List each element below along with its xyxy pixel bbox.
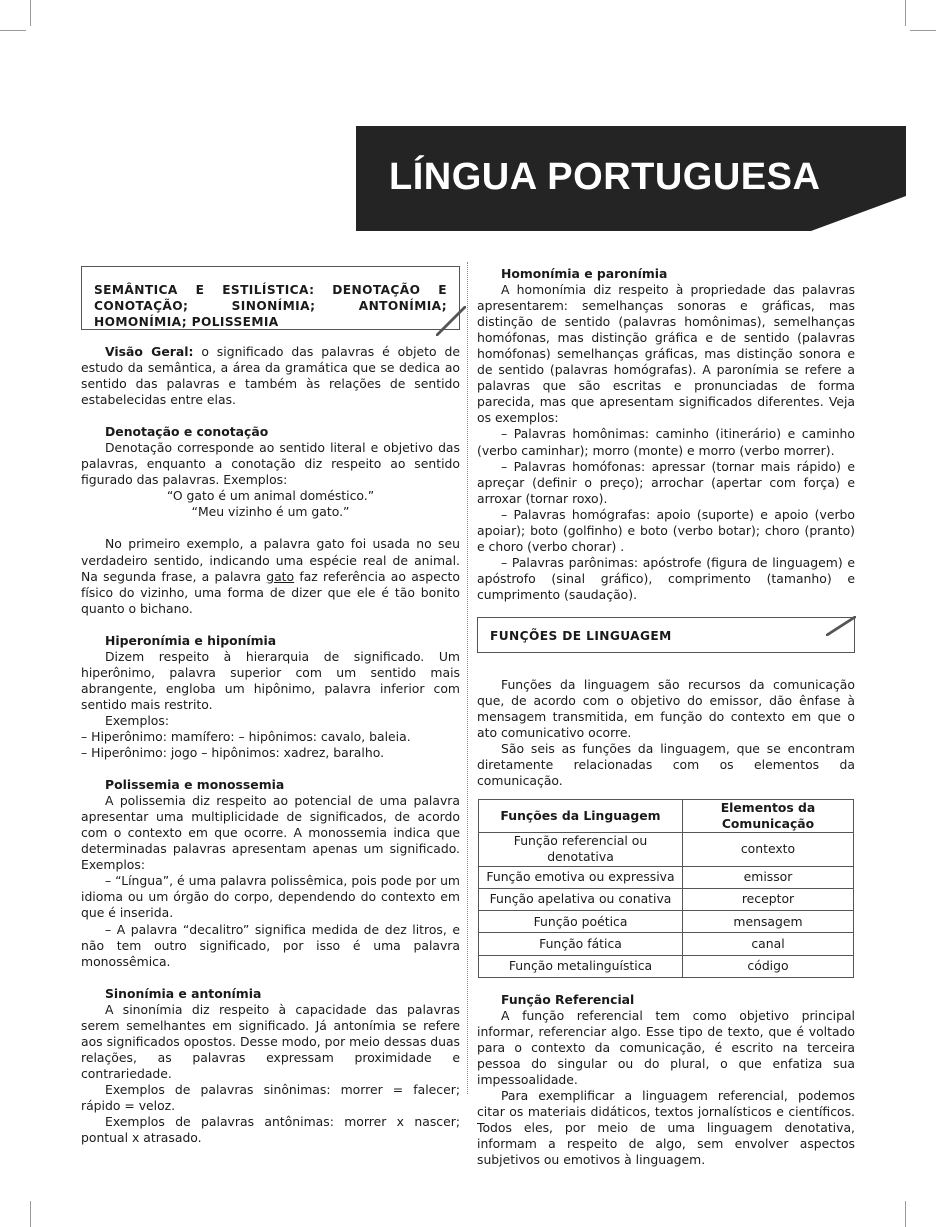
paragraph-polissemia: A polissemia diz respeito ao potencial de uma palavra apresentar uma multiplicidade de significados, de acordo com o contexto em que ocorre. A monossemia indica que determinadas palavras apresentam apenas um significado. Exemplos: (81, 793, 460, 873)
section-title-funcoes: FUNÇÕES DE LINGUAGEM (490, 628, 672, 643)
heading-homonimia: Homonímia e paronímia (501, 266, 668, 281)
table-cell: Função metalinguística (479, 955, 683, 977)
table-row (479, 833, 854, 866)
column-divider (467, 262, 468, 1094)
paragraph-referencial-1: A função referencial tem como objetivo principal informar, referenciar algo. Esse tipo de texto, que é voltado para o contexto da comunicação, é escrito na terceira pessoa do singular ou do plural, o que enfatiza sua impessoalidade. (477, 1008, 855, 1088)
heading-hiperonimia: Hiperonímia e hiponímia (105, 632, 277, 648)
table-header-cell: Elementos da Comunicação (683, 800, 854, 833)
crop-mark-top-right-h (910, 30, 936, 31)
table-cell: canal (683, 933, 854, 955)
functions-table (478, 799, 854, 978)
hiper-example-1: – Hiperônimo: mamífero: – hipônimos: cavalo, baleia. (81, 728, 411, 744)
homo-example-4: – Palavras parônimas: apóstrofe (figura de linguagem) e apóstrofo (sinal gráfico), comprimento (tamanho) e cumprimento (saudação). (477, 554, 855, 602)
page-header-banner (356, 126, 906, 231)
poli-example-2: – A palavra “decalitro” significa medida de dez litros, e não tem outro significado, por isso é uma palavra monossêmica. (81, 921, 460, 969)
sino-example-2: Exemplos de palavras antônimas: morrer x nascer; pontual x atrasado. (81, 1114, 460, 1146)
homo-example-1: – Palavras homônimas: caminho (itinerário) e caminho (verbo caminhar); morro (monte) e morro (verbo morrer). (477, 426, 855, 458)
quote-1: “O gato é um animal doméstico.” (166, 488, 375, 504)
table-cell: Função apelativa ou conativa (479, 888, 683, 910)
paragraph-denotacao: Denotação corresponde ao sentido literal e objetivo das palavras, enquanto a conotação diz respeito ao sentido figurado das palavras. Exemplos: (81, 440, 460, 488)
table-header-row (479, 800, 854, 833)
heading-denotacao: Denotação e conotação (105, 424, 269, 440)
paragraph-funcoes-1: Funções da linguagem são recursos da comunicação que, de acordo com o objetivo do emissor, dão ênfase à mensagem transmitida, em função do contexto em que o ato comunicativo ocorre. (477, 676, 855, 741)
paragraph-homonimia: A homonímia diz respeito à propriedade das palavras apresentarem: semelhanças sonoras e gráficas, mas distinção de sentido (palavras homônimas), semelhanças homófonas, mas distinção gráfica e de sentido (palavras homófonas) semelhanças gráficas, mas distinção sonora e de sentido (palavras homógrafas). A paronímia se refere a palavras que são escritas e pronunciadas de forma parecida, mas que apresentam significados diferentes. Veja os exemplos: (477, 282, 855, 426)
poli-example-1: – “Língua”, é uma palavra polissêmica, pois pode por um idioma ou um órgão do corpo, dependendo do contexto em que é inserida. (81, 873, 460, 921)
table-cell: Função fática (479, 933, 683, 955)
paragraph-funcoes-2: São seis as funções da linguagem, que se encontram diretamente relacionadas com os elementos da comunicação. (477, 741, 855, 789)
paragraph-explain (81, 536, 460, 616)
heading-sinonimia: Sinonímia e antonímia (105, 985, 262, 1001)
table-row (479, 955, 854, 977)
table-row (479, 911, 854, 933)
hiper-examples-label: Exemplos: (105, 712, 169, 728)
table-row (479, 933, 854, 955)
overview-text: o significado das palavras é objeto de estudo da semântica, a área da gramática que se dedica ao sentido das palavras e também às relações de sentido estabelecidas entre elas. (81, 344, 460, 408)
paragraph-referencial-2: Para exemplificar a linguagem referencial, podemos citar os materiais didáticos, textos jornalísticos e científicos. Todos eles, por meio de uma linguagem denotativa, informam a respeito de algo, sem envolver aspectos subjetivos ou emotivos à linguagem. (477, 1088, 855, 1168)
table-cell: Função emotiva ou expressiva (479, 866, 683, 888)
crop-mark-top-left-v (30, 0, 31, 26)
table-header-cell: Funções da Linguagem (479, 800, 683, 833)
explain-text-2: faz referência ao aspecto físico do vizinho, uma forma de dizer que ele é tão bonito quanto o bichano. (81, 568, 460, 616)
table-row (479, 888, 854, 910)
table-cell: Função referencial ou denotativa (479, 833, 683, 866)
table-row (479, 866, 854, 888)
overview-label: Visão Geral: (105, 344, 194, 359)
section-box-notch-left (436, 306, 466, 336)
homo-example-2: – Palavras homófonas: apressar (tornar mais rápido) e apreçar (definir o preço); arrochar (apertar com força) e arroxar (tornar roxo). (477, 458, 855, 506)
right-column (477, 266, 855, 1169)
overview-paragraph (81, 344, 460, 408)
heading-funcao-referencial: Função Referencial (501, 991, 635, 1007)
section-box-funcoes (477, 617, 855, 653)
page-title: LÍNGUA PORTUGUESA (389, 156, 821, 198)
section-box-semantica (81, 266, 460, 330)
paragraph-sinonimia: A sinonímia diz respeito à capacidade das palavras serem semelhantes em significado. Já antonímia se refere aos significados opostos. Desse modo, por meio dessas duas relações, as palavras expressam proximidade e contrariedade. (81, 1001, 460, 1081)
sino-example-1: Exemplos de palavras sinônimas: morrer = falecer; rápido = veloz. (81, 1081, 460, 1113)
explain-text-1: No primeiro exemplo, a palavra gato foi usada no seu verdadeiro sentido, indicando uma espécie real de animal. Na segunda frase, a palavra (81, 536, 460, 584)
table-cell: Função poética (479, 911, 683, 933)
table-cell: mensagem (683, 911, 854, 933)
section-title-semantica: SEMÂNTICA E ESTILÍSTICA: DENOTAÇÃO E CONOTAÇÃO; SINONÍMIA; ANTONÍMIA; HOMONÍMIA; POLISSEMIA (94, 283, 447, 329)
crop-mark-bottom-left-v (30, 1201, 31, 1227)
hiper-example-2: – Hiperônimo: jogo – hipônimos: xadrez, baralho. (81, 745, 385, 761)
quote-2: “Meu vizinho é um gato.” (191, 504, 350, 520)
explain-underlined-word: gato (266, 568, 295, 584)
section-box-notch-right (826, 616, 856, 636)
table-cell: receptor (683, 888, 854, 910)
paragraph-hiperonimia: Dizem respeito à hierarquia de significado. Um hiperônimo, palavra superior com um sentido mais abrangente, engloba um hipônimo, palavra inferior com sentido mais restrito. (81, 648, 460, 712)
crop-mark-top-right-v (905, 0, 906, 26)
crop-mark-top-left-h (0, 30, 26, 31)
table-cell: emissor (683, 866, 854, 888)
table-cell: código (683, 955, 854, 977)
left-column (81, 266, 460, 1146)
table-cell: contexto (683, 833, 854, 866)
crop-mark-bottom-right-v (905, 1201, 906, 1227)
homo-example-3: – Palavras homógrafas: apoio (suporte) e apoio (verbo apoiar); boto (golfinho) e boto (verbo botar); choro (pranto) e choro (verbo chorar) . (477, 506, 855, 554)
heading-polissemia: Polissemia e monossemia (105, 777, 285, 793)
